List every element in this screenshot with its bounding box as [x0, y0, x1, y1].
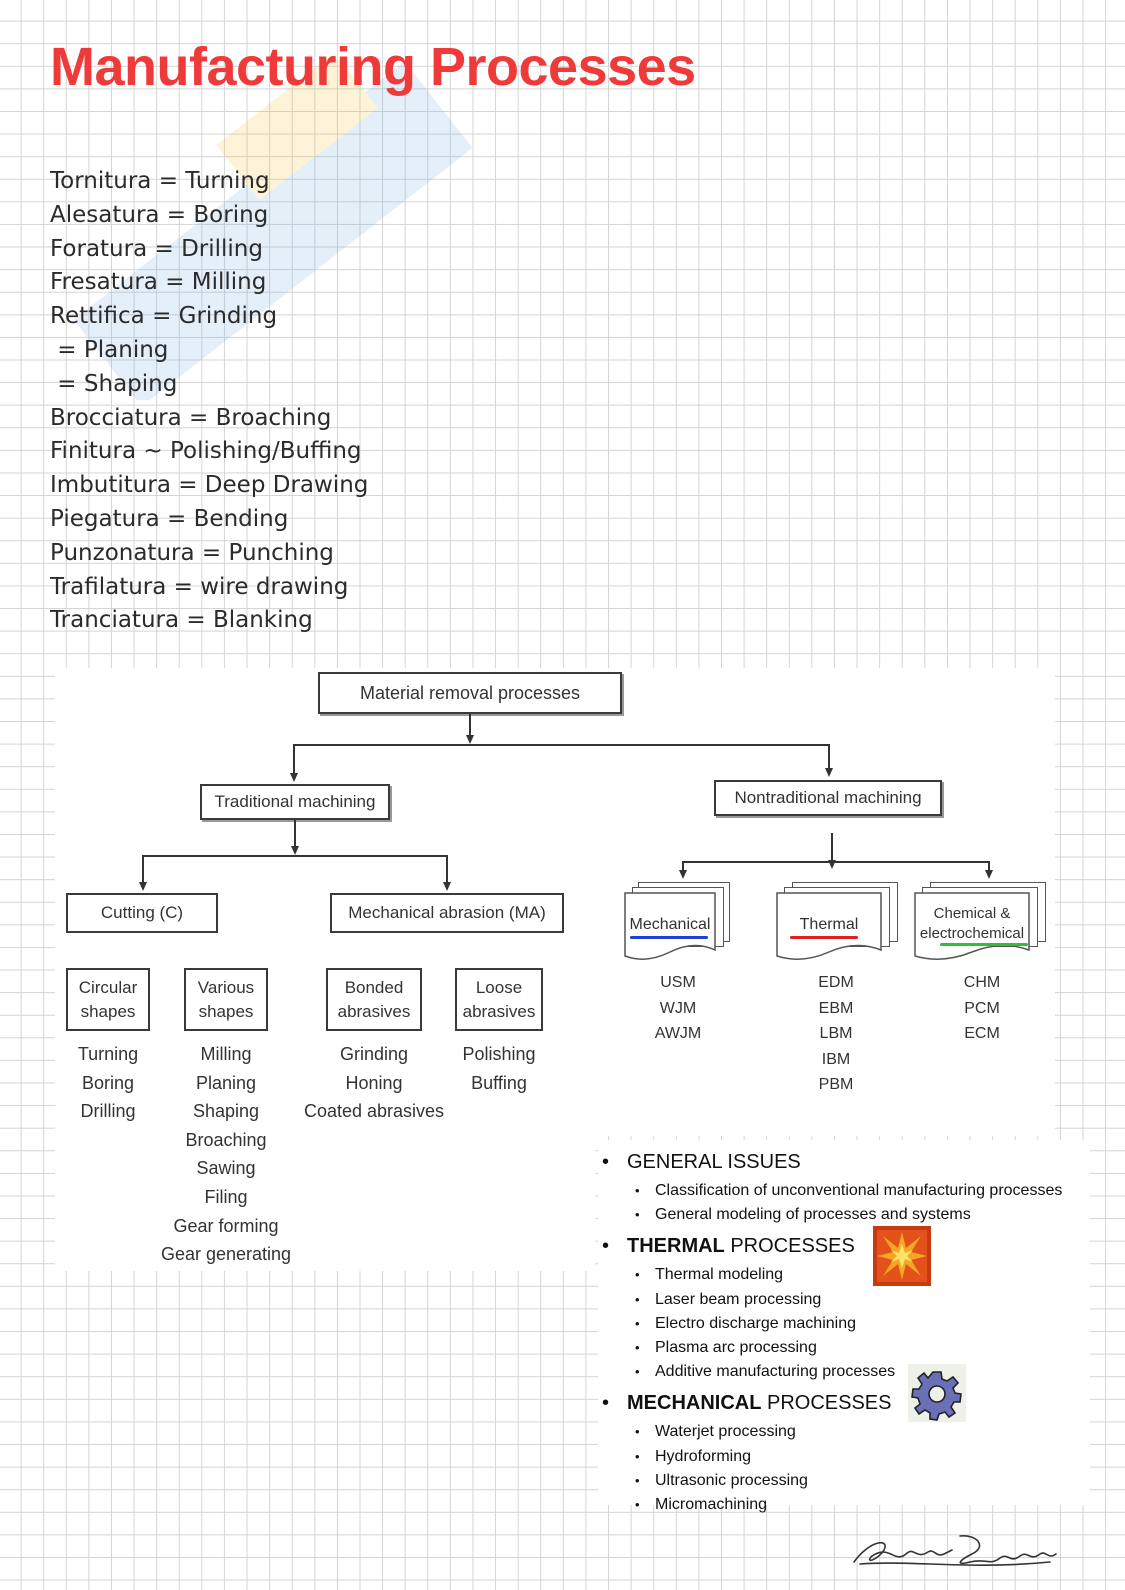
- circular-label-2: shapes: [80, 1001, 136, 1021]
- root-box: [318, 672, 622, 714]
- topic-item: • Thermal modeling: [602, 1263, 1062, 1287]
- topic-item: • Waterjet processing: [602, 1420, 1062, 1444]
- root-label: Material removal processes: [359, 683, 581, 703]
- process-item: Milling: [200, 1044, 252, 1064]
- connector: [831, 833, 833, 863]
- process-abbr: AWJM: [654, 1025, 702, 1043]
- connector: [293, 744, 295, 774]
- topic-item: • General modeling of processes and systems: [602, 1203, 1062, 1227]
- arrow: [679, 870, 687, 879]
- arrow: [466, 735, 474, 744]
- chemical-underline: [940, 943, 1028, 946]
- arrow: [825, 768, 833, 777]
- chemical-doc: [914, 882, 1050, 964]
- mechanical-doc: [624, 882, 732, 964]
- vocab-item: Tornitura = Turning: [50, 168, 270, 194]
- page-title: Manufacturing Processes: [50, 37, 696, 97]
- connector: [142, 855, 448, 857]
- process-item: Buffing: [471, 1072, 527, 1093]
- vocab-item: Punzonatura = Punching: [50, 539, 334, 566]
- abrasion-box: [330, 893, 564, 933]
- loose-abrasives-box: [455, 968, 543, 1031]
- process-item: Grinding: [339, 1044, 409, 1064]
- mechanical-underline: [630, 936, 708, 939]
- process-abbr: PBM: [818, 1076, 854, 1094]
- various-label-1: Various: [197, 977, 255, 997]
- vocab-item: Fresatura = Milling: [50, 269, 267, 296]
- circular-label-1: Circular: [78, 977, 138, 997]
- vocab-item: Brocciatura = Broaching: [50, 404, 332, 431]
- process-item: Broaching: [185, 1129, 267, 1150]
- mechanical-label: Mechanical: [629, 916, 711, 933]
- process-abbr: EBM: [818, 999, 854, 1017]
- process-abbr: USM: [660, 974, 696, 991]
- thermal-doc: [776, 882, 900, 964]
- vocab-item: Foratura = Drilling: [50, 235, 263, 262]
- arrow: [291, 846, 299, 855]
- topic-item: • Laser beam processing: [602, 1288, 1062, 1312]
- process-item: Planing: [195, 1072, 257, 1093]
- chemical-label-1: Chemical &: [933, 905, 1011, 922]
- nontraditional-label: Nontraditional machining: [734, 788, 922, 807]
- process-item: Shaping: [192, 1101, 260, 1122]
- process-abbr: CHM: [963, 974, 1001, 991]
- vocab-item: = Planing: [50, 336, 169, 363]
- diagram-panel-lower: [55, 1136, 595, 1271]
- connector: [293, 744, 830, 746]
- vocab-item: Tranciatura = Blanking: [50, 607, 313, 634]
- bonded-label-2: abrasives: [337, 1001, 411, 1021]
- chemical-items: [942, 970, 1022, 1047]
- signature: [850, 1520, 1090, 1580]
- loose-label-1: Loose: [475, 977, 523, 997]
- topic-outline: [602, 1145, 1062, 1517]
- mechanical-heading: [602, 1386, 1062, 1420]
- bonded-abrasives-box: [326, 968, 422, 1031]
- topic-item: • Additive manufacturing processes: [602, 1360, 1062, 1384]
- mechanical-heading-bold: MECHANICAL: [627, 1392, 762, 1415]
- process-item: Sawing: [196, 1158, 256, 1179]
- process-abbr: PCM: [964, 999, 1000, 1017]
- general-heading: • GENERAL ISSUES: [602, 1145, 1062, 1179]
- topic-item: • Hydroforming: [602, 1445, 1062, 1469]
- various-label-2: shapes: [198, 1001, 254, 1021]
- flame-burst-icon: [873, 1226, 931, 1286]
- process-item: Polishing: [462, 1044, 536, 1064]
- thermal-heading: [602, 1229, 1062, 1263]
- connector: [446, 855, 448, 883]
- arrow: [985, 870, 993, 879]
- cutting-box: [66, 893, 218, 933]
- arrow: [443, 882, 451, 891]
- process-item: Honing: [345, 1072, 403, 1093]
- bonded-label-1: Bonded: [344, 977, 404, 997]
- vocab-item: Alesatura = Boring: [50, 201, 269, 228]
- mechanical-items: [638, 970, 718, 1047]
- thermal-items: [796, 970, 876, 1098]
- process-item: Boring: [81, 1072, 135, 1093]
- vocab-item: Trafilatura = wire drawing: [50, 573, 349, 600]
- vocab-item: Rettifica = Grinding: [50, 303, 278, 330]
- thermal-heading-rest: PROCESSES: [724, 1235, 855, 1258]
- thermal-underline: [790, 936, 858, 939]
- connector: [682, 861, 990, 863]
- vocab-item: Piegatura = Bending: [50, 505, 289, 532]
- thermal-label: Thermal: [799, 916, 859, 933]
- process-item: Drilling: [80, 1101, 136, 1122]
- topic-item: • Micromachining: [602, 1493, 1062, 1517]
- topic-item: • Classification of unconventional manufacturing processes: [602, 1179, 1062, 1203]
- traditional-box: [200, 784, 390, 820]
- process-abbr: ECM: [964, 1025, 1000, 1043]
- arrow: [290, 773, 298, 782]
- process-abbr: LBM: [819, 1025, 853, 1043]
- process-item: Gear forming: [173, 1215, 279, 1236]
- process-abbr: WJM: [659, 999, 697, 1017]
- topic-item: • Ultrasonic processing: [602, 1469, 1062, 1493]
- process-abbr: EDM: [818, 974, 854, 991]
- loose-items: [449, 1040, 549, 1097]
- circular-items: [58, 1040, 158, 1126]
- circular-shapes-box: [66, 968, 150, 1031]
- traditional-label: Traditional machining: [214, 792, 376, 811]
- vocabulary-list: [50, 165, 368, 638]
- arrow: [139, 882, 147, 891]
- various-shapes-box: [184, 968, 268, 1031]
- vocab-item: Imbutitura = Deep Drawing: [50, 472, 369, 499]
- topic-item: • Plasma arc processing: [602, 1336, 1062, 1360]
- bonded-items: [294, 1040, 454, 1126]
- connector: [828, 744, 830, 769]
- gear-icon: [908, 1364, 966, 1422]
- mechanical-heading-rest: PROCESSES: [761, 1392, 892, 1415]
- process-item: Gear generating: [160, 1244, 292, 1265]
- process-item: Filing: [204, 1186, 248, 1207]
- vocab-item: = Shaping: [50, 370, 178, 397]
- topic-item: • Electro discharge machining: [602, 1312, 1062, 1336]
- nontraditional-box: [714, 780, 942, 816]
- vocab-item: Finitura ~ Polishing/Buffing: [50, 438, 362, 465]
- chemical-label-2: electrochemical: [919, 925, 1025, 942]
- process-item: Coated abrasives: [303, 1101, 445, 1122]
- connector: [142, 855, 144, 883]
- process-abbr: IBM: [821, 1050, 851, 1068]
- various-items: [151, 1040, 301, 1269]
- thermal-heading-bold: THERMAL: [627, 1235, 725, 1258]
- loose-label-2: abrasives: [462, 1001, 536, 1021]
- abrasion-label: Mechanical abrasion (MA): [348, 903, 546, 922]
- process-item: Turning: [77, 1044, 139, 1064]
- cutting-label: Cutting (C): [100, 903, 184, 922]
